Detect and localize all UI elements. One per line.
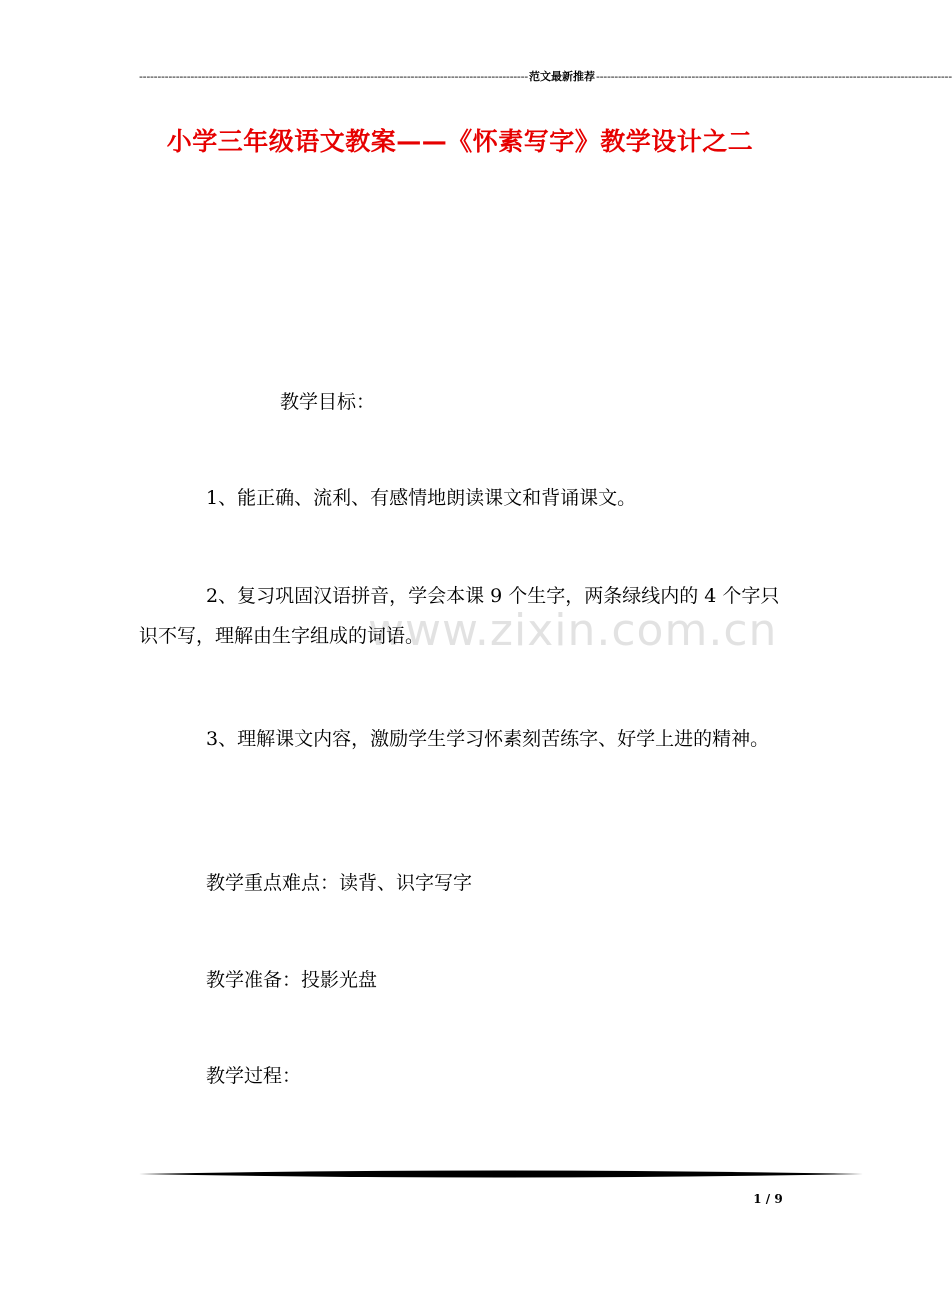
header-label: 范文最新推荐: [528, 70, 595, 83]
preparation: 教学准备：投影光盘: [206, 969, 378, 991]
page-header: [139, 68, 952, 86]
objectives-heading: 教学目标：: [280, 391, 376, 413]
page-number: 1 / 9: [753, 1192, 783, 1206]
objective-item-2: 2、复习巩固汉语拼音，学会本课 9 个生字，两条绿线内的 4 个字只识不写，理解由生字组成的词语。: [139, 585, 780, 647]
key-points: 教学重点难点：读背、识字写字: [206, 872, 473, 894]
footer-divider: [139, 1166, 863, 1182]
document-title: 小学三年级语文教案——《怀素写字》教学设计之二: [166, 127, 754, 156]
objective-item-3: 3、理解课文内容，激励学生学习怀素刻苦练字、好学上进的精神。: [206, 728, 770, 750]
header-dashes-left: ----------------------------------------------------------------------------------------------------------: [139, 70, 528, 83]
objective-item-1: 1、能正确、流利、有感情地朗读课文和背诵课文。: [206, 487, 637, 509]
header-dashes-right: -------------------------------------------------------------------------------------------------: [595, 70, 952, 83]
watermark: www.zixin.com.cn: [368, 605, 778, 656]
process-heading: 教学过程：: [206, 1065, 302, 1087]
